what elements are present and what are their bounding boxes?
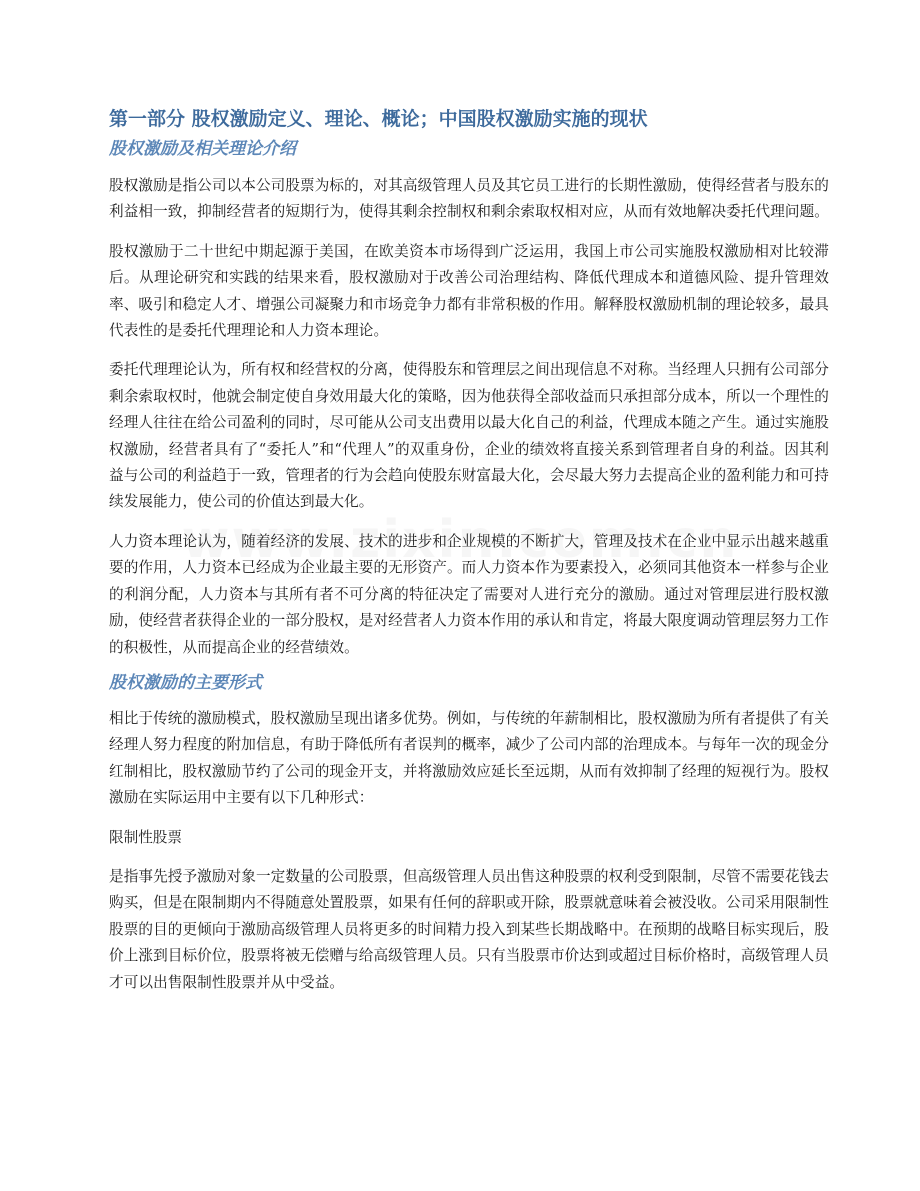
paragraph-human-capital-theory: 人力资本理论认为，随着经济的发展、技术的进步和企业规模的不断扩大，管理及技术在企业中显示出越来越重要的作用，人力资本已经成为企业最主要的无形资产。而人力资本作为要素投入，必须同其他资本一样参与企业的利润分配，人力资本与其所有者不可分离的特征决定了需要对人进行充分的激励。通过对管理层进行股权激励，使经营者获得企业的一部分股权，是对经营者人力资本作用的承认和肯定，将最大限度调动管理层努力工作的积极性，从而提高企业的经营绩效。 xyxy=(109,532,829,656)
page-title: 第一部分 股权激励定义、理论、概论；中国股权激励实施的现状 xyxy=(109,108,648,130)
paragraph-definition: 股权激励是指公司以本公司股票为标的，对其高级管理人员及其它员工进行的长期性激励，使得经营者与股东的利益相一致，抑制经营者的短期行为，使得其剩余控制权和剩余索取权相对应，从而有效地解决委托代理问题。 xyxy=(109,177,829,221)
section-title-forms: 股权激励的主要形式 xyxy=(109,672,262,693)
paragraph-origin: 股权激励于二十世纪中期起源于美国，在欧美资本市场得到广泛运用，我国上市公司实施股权激励相对比较滞后。从理论研究和实践的结果来看，股权激励对于改善公司治理结构、降低代理成本和道德风险、提升管理效率、吸引和稳定人才、增强公司凝聚力和市场竞争力都有非常积极的作用。解释股权激励机制的理论较多，最具代表性的是委托代理理论和人力资本理论。 xyxy=(109,242,829,340)
paragraph-agency-theory: 委托代理理论认为，所有权和经营权的分离，使得股东和管理层之间出现信息不对称。当经理人只拥有公司部分剩余索取权时，他就会制定使自身效用最大化的策略，因为他获得全部收益而只承担部分成本，所以一个理性的经理人往往在给公司盈利的同时，尽可能从公司支出费用以最大化自己的利益，代理成本随之产生。通过实施股权激励，经营者具有了“委托人”和“代理人”的双重身份，企业的绩效将直接关系到管理者自身的利益。因其利益与公司的利益趋于一致，管理者的行为会趋向使股东财富最大化，会尽最大努力去提高企业的盈利能力和可持续发展能力，使公司的价值达到最大化。 xyxy=(109,361,829,511)
paragraph-restricted-stock: 是指事先授予激励对象一定数量的公司股票，但高级管理人员出售这种股票的权利受到限制，尽管不需要花钱去购买，但是在限制期内不得随意处置股票，如果有任何的辞职或开除，股票就意味着会被没收。公司采用限制性股票的目的更倾向于激励高级管理人员将更多的时间精力投入到某些长期战略中。在预期的战略目标实现后，股价上涨到目标价位，股票将被无偿赠与给高级管理人员。只有当股票市价达到或超过目标价格时，高级管理人员才可以出售限制性股票并从中受益。 xyxy=(109,867,829,991)
subsection-label-restricted-stock: 限制性股票 xyxy=(109,828,182,846)
paragraph-advantages: 相比于传统的激励模式，股权激励呈现出诸多优势。例如，与传统的年薪制相比，股权激励为所有者提供了有关经理人努力程度的附加信息，有助于降低所有者误判的概率，减少了公司内部的治理成本。与每年一次的现金分红制相比，股权激励节约了公司的现金开支，并将激励效应延长至远期，从而有效抑制了经理的短视行为。股权激励在实际运用中主要有以下几种形式： xyxy=(109,709,829,807)
section-title-theory: 股权激励及相关理论介绍 xyxy=(109,139,296,159)
document-body xyxy=(109,106,829,996)
